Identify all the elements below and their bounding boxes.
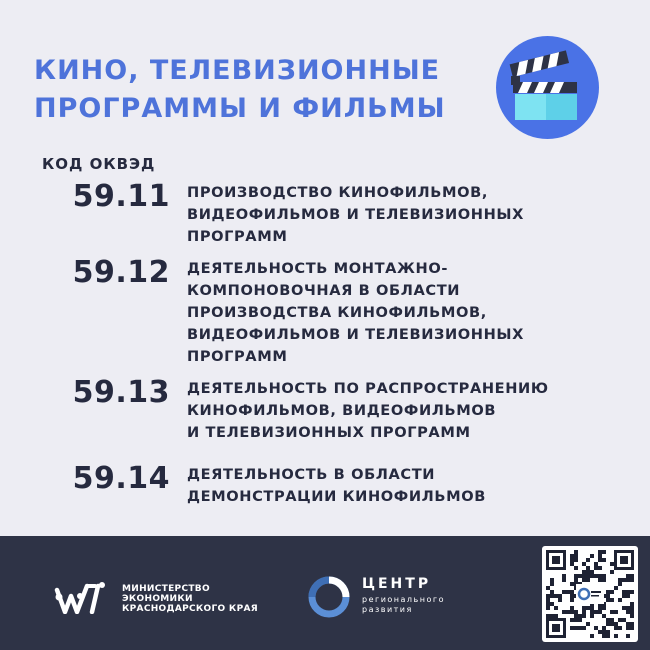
qr-module [550,578,554,582]
qr-module [574,618,578,622]
qr-module [590,634,594,638]
qr-module [598,610,602,614]
qr-module [586,574,590,578]
ministry-logo [54,580,294,614]
qr-module [594,562,598,566]
qr-module [578,574,582,578]
qr-module [626,622,630,626]
qr-module [582,606,586,610]
qr-module [590,574,594,578]
qr-module [566,610,570,614]
qr-module [598,558,602,562]
qr-module [602,578,606,582]
qr-module [586,566,590,570]
description-line: ПРОГРАММ [187,228,288,245]
qr-module [630,610,634,614]
qr-module [622,606,626,610]
qr-module [606,598,610,602]
qr-module [630,622,634,626]
qr-module [550,594,554,598]
qr-module [578,618,582,622]
qr-module [610,610,614,614]
qr-module [602,574,606,578]
ministry-name [122,584,258,614]
qr-module [618,582,622,586]
description-line: И ТЕЛЕВИЗИОННЫХ ПРОГРАММ [187,424,471,441]
qr-module [630,614,634,618]
qr-module [590,614,594,618]
center-title: ЦЕНТР [362,576,432,592]
qr-module [630,606,634,610]
qr-module [614,610,618,614]
qr-module [586,622,590,626]
qr-module [602,550,606,554]
qr-module [606,594,610,598]
qr-module [594,610,598,614]
qr-module [570,610,574,614]
center-subtitle [362,595,445,615]
qr-module [602,614,606,618]
ring-logo-icon [306,574,352,620]
qr-module [582,570,586,574]
page-title [34,52,494,128]
qr-module [546,602,550,606]
qr-module [630,590,634,594]
qr-module [614,634,618,638]
qr-module [570,594,574,598]
qr-module [618,618,622,622]
ministry-name-line: МИНИСТЕРСТВО [122,584,210,594]
qr-module [590,610,594,614]
qr-module [602,634,606,638]
qr-module [582,610,586,614]
title-line-1: КИНО, ТЕЛЕВИЗИОННЫЕ [34,55,441,86]
qr-module [562,574,566,578]
okved-code: 59.13 [72,375,170,410]
qr-module [546,606,550,610]
qr-module [606,622,610,626]
qr-module [582,626,586,630]
qr-module [590,554,594,558]
qr-module [598,554,602,558]
qr-module [622,590,626,594]
qr-module [546,594,550,598]
qr-module [582,578,586,582]
qr-module [574,566,578,570]
qr-module [546,598,550,602]
footer [0,536,650,650]
center-logo [306,574,496,618]
qr-module [622,578,626,582]
ministry-emblem-icon [54,582,114,614]
qr-module [578,626,582,630]
qr-module [586,558,590,562]
qr-module [574,610,578,614]
qr-module [594,566,598,570]
description-line: ВИДЕОФИЛЬМОВ И ТЕЛЕВИЗИОННЫХ [187,206,525,223]
qr-module [546,586,550,590]
qr-module [610,618,614,622]
qr-module [626,594,630,598]
qr-module [626,606,630,610]
qr-module [558,598,562,602]
okved-description [187,182,617,248]
qr-module [614,586,618,590]
qr-module [602,558,606,562]
qr-module [626,610,630,614]
qr-module [582,574,586,578]
qr-module [630,602,634,606]
okved-description [187,258,617,368]
qr-module [546,614,550,618]
qr-module [594,626,598,630]
qr-module [578,614,582,618]
qr-module [598,574,602,578]
qr-module [590,606,594,610]
okved-code: 59.14 [72,461,170,496]
qr-module [562,590,566,594]
qr-module [610,570,614,574]
qr-module [574,578,578,582]
qr-module [570,606,574,610]
qr-module [582,614,586,618]
title-line-2: ПРОГРАММЫ И ФИЛЬМЫ [34,93,446,124]
qr-module [618,578,622,582]
qr-module [602,630,606,634]
qr-module [626,574,630,578]
qr-module [554,606,558,610]
description-line: КОМПОНОВОЧНАЯ В ОБЛАСТИ [187,282,461,299]
qr-module [614,626,618,630]
qr-module [618,598,622,602]
qr-code-icon[interactable] [542,546,638,642]
qr-module [570,562,574,566]
qr-module [598,630,602,634]
qr-module [626,626,630,630]
qr-module [610,590,614,594]
qr-module [610,622,614,626]
qr-module [562,610,566,614]
clapperboard-icon [496,36,599,139]
qr-module [622,618,626,622]
description-line: ПРОГРАММ [187,348,288,365]
qr-module [602,626,606,630]
qr-module [622,594,626,598]
center-subtitle-line: регионального [362,595,445,604]
qr-module [570,626,574,630]
description-line: ВИДЕОФИЛЬМОВ И ТЕЛЕВИЗИОННЫХ [187,326,525,343]
description-line: ДЕЯТЕЛЬНОСТЬ ПО РАСПРОСТРАНЕНИЮ [187,380,549,397]
qr-module [574,626,578,630]
qr-module [570,598,574,602]
qr-module [574,614,578,618]
description-line: КИНОФИЛЬМОВ, ВИДЕОФИЛЬМОВ [187,402,497,419]
qr-module [550,582,554,586]
qr-module [630,578,634,582]
qr-module [598,606,602,610]
qr-module [630,574,634,578]
qr-module [554,594,558,598]
qr-module [574,558,578,562]
description-line: ДЕЯТЕЛЬНОСТЬ МОНТАЖНО- [187,260,448,277]
qr-module [574,550,578,554]
center-subtitle-line: развития [362,605,413,614]
qr-module [594,574,598,578]
qr-module [570,582,574,586]
qr-module [598,578,602,582]
qr-module [630,626,634,630]
qr-module [550,590,554,594]
qr-module [614,622,618,626]
qr-module [574,554,578,558]
qr-module [602,606,606,610]
qr-module [570,618,574,622]
description-line: ПРОИЗВОДСТВА КИНОФИЛЬМОВ, [187,304,487,321]
qr-module [574,574,578,578]
okved-description [187,464,617,508]
qr-module [586,578,590,582]
okved-code-label: КОД ОКВЭД [42,155,156,173]
qr-module [570,558,574,562]
qr-module [610,598,614,602]
qr-module [566,590,570,594]
description-line: ПРОИЗВОДСТВО КИНОФИЛЬМОВ, [187,184,488,201]
description-line: ДЕЯТЕЛЬНОСТЬ В ОБЛАСТИ [187,466,436,483]
qr-module [570,554,574,558]
qr-module [626,634,630,638]
qr-module [606,634,610,638]
qr-module [550,614,554,618]
description-line: ДЕМОНСТРАЦИИ КИНОФИЛЬМОВ [187,488,486,505]
qr-module [610,562,614,566]
qr-module [558,594,562,598]
qr-module [606,618,610,622]
qr-module [586,606,590,610]
qr-module [598,550,602,554]
qr-module [562,578,566,582]
ministry-name-line: ЭКОНОМИКИ [122,594,193,604]
qr-module [626,578,630,582]
qr-module [626,590,630,594]
qr-module [590,570,594,574]
qr-module [606,630,610,634]
qr-module [586,570,590,574]
okved-code: 59.12 [72,255,170,290]
qr-module [550,602,554,606]
qr-module [570,590,574,594]
qr-module [606,590,610,594]
qr-module [582,562,586,566]
okved-code: 59.11 [72,179,170,214]
qr-module [618,626,622,630]
ministry-name-line: КРАСНОДАРСКОГО КРАЯ [122,604,258,614]
qr-module [598,566,602,570]
qr-module [554,614,558,618]
okved-description [187,378,617,444]
